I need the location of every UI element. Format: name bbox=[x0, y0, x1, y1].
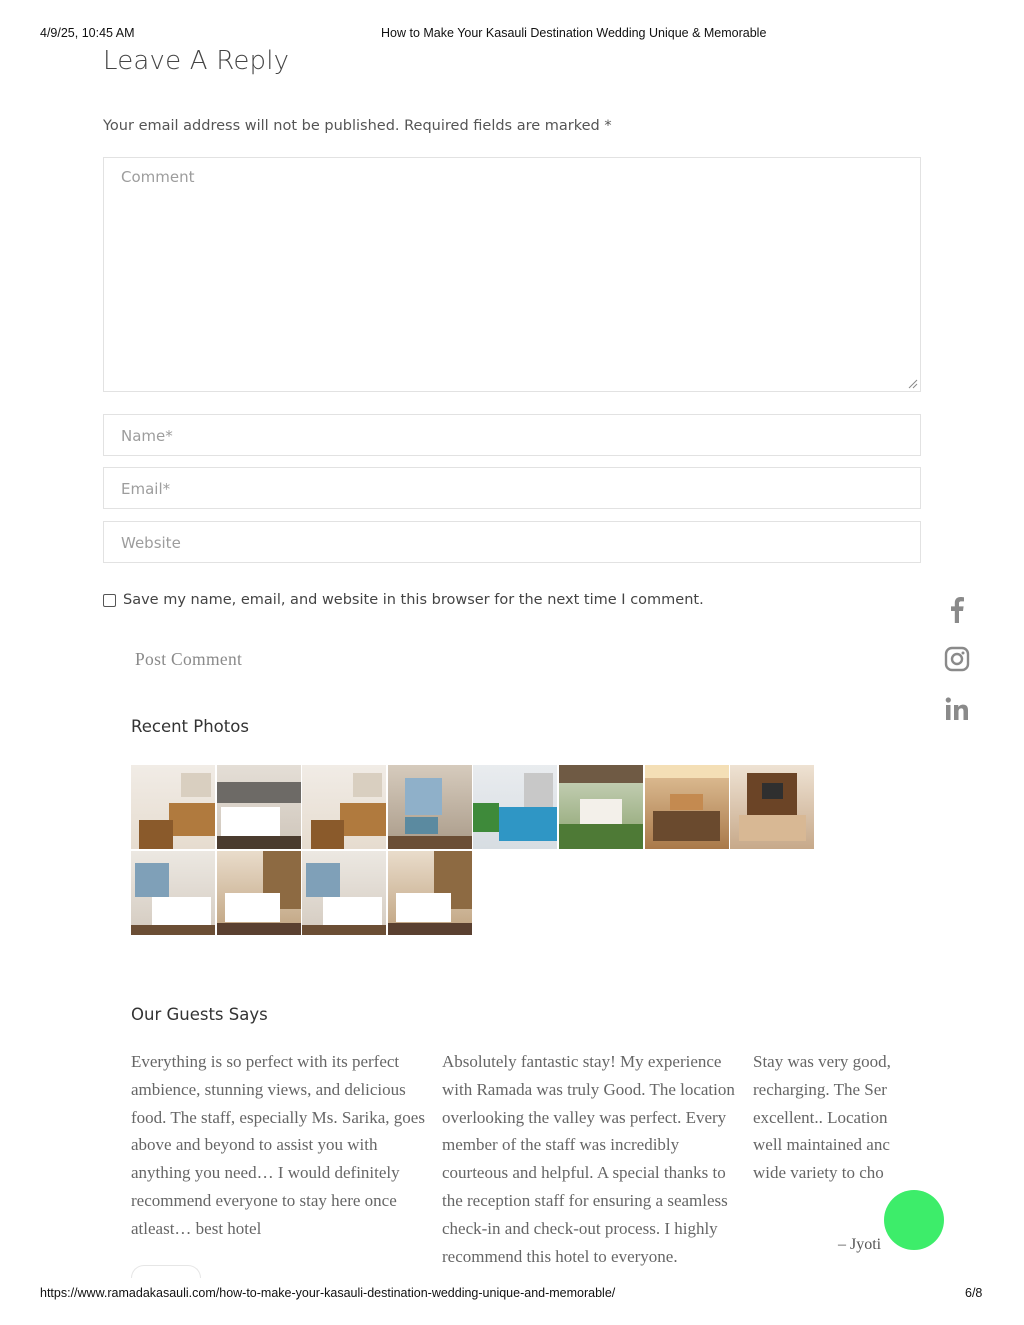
photo-suite-valley-view[interactable] bbox=[388, 765, 472, 849]
print-url: https://www.ramadakasauli.com/how-to-make-your-kasauli-destination-wedding-unique-and-memorable/ bbox=[40, 1286, 616, 1300]
name-field[interactable] bbox=[103, 414, 921, 456]
carousel-nav-button[interactable] bbox=[131, 1265, 201, 1278]
print-datetime: 4/9/25, 10:45 AM bbox=[40, 26, 135, 40]
email-placeholder: Email* bbox=[121, 480, 171, 498]
testimonial-line: above and beyond to assist you with bbox=[131, 1135, 378, 1155]
photo-pool[interactable] bbox=[473, 765, 557, 849]
testimonial-line: atleast… best hotel bbox=[131, 1218, 262, 1238]
photo-bedroom-2[interactable] bbox=[131, 851, 215, 935]
testimonial-line: courteous and helpful. A special thanks to bbox=[442, 1163, 726, 1183]
website-placeholder: Website bbox=[121, 534, 181, 552]
guests-title: Our Guests Says bbox=[131, 1005, 268, 1024]
testimonial-attribution: – Jyoti bbox=[838, 1236, 882, 1253]
save-info-checkbox[interactable] bbox=[103, 594, 116, 607]
email-field[interactable] bbox=[103, 467, 921, 509]
photo-room-desk-1[interactable] bbox=[131, 765, 215, 849]
photo-restaurant[interactable] bbox=[645, 765, 729, 849]
testimonial-line: member of the staff was incredibly bbox=[442, 1135, 680, 1155]
testimonial-2 bbox=[442, 1048, 735, 1270]
testimonial-line: Everything is so perfect with its perfect bbox=[131, 1052, 400, 1071]
reply-heading: Leave A Reply bbox=[103, 46, 290, 76]
save-info-row[interactable] bbox=[103, 592, 704, 608]
facebook-icon[interactable] bbox=[944, 595, 970, 623]
chat-button[interactable] bbox=[884, 1190, 944, 1250]
testimonial-line: well maintained anc bbox=[753, 1135, 890, 1155]
testimonial-line: recharging. The Ser bbox=[753, 1079, 887, 1099]
comment-textarea[interactable] bbox=[103, 157, 921, 392]
recent-photos-title: Recent Photos bbox=[131, 717, 249, 736]
photo-bedroom-5[interactable] bbox=[388, 851, 472, 935]
linkedin-icon[interactable] bbox=[944, 695, 970, 723]
testimonial-3 bbox=[753, 1048, 895, 1187]
testimonial-line: recommend everyone to stay here once bbox=[131, 1190, 397, 1210]
reply-notes: Your email address will not be published. Required fields are marked * bbox=[103, 118, 612, 134]
photo-bedroom-4[interactable] bbox=[302, 851, 386, 935]
testimonial-line: with Ramada was truly Good. The location bbox=[442, 1079, 735, 1099]
testimonial-line: the reception staff for ensuring a seamless bbox=[442, 1190, 728, 1210]
photo-bedroom-3[interactable] bbox=[217, 851, 301, 935]
post-comment-button[interactable]: Post Comment bbox=[135, 649, 243, 669]
name-placeholder: Name* bbox=[121, 427, 173, 445]
save-info-label: Save my name, email, and website in this browser for the next time I comment. bbox=[123, 592, 704, 608]
website-field[interactable] bbox=[103, 521, 921, 563]
testimonial-line: excellent.. Location bbox=[753, 1107, 888, 1127]
testimonial-1 bbox=[131, 1048, 425, 1243]
resize-grip-icon[interactable] bbox=[908, 379, 918, 389]
testimonial-line: anything you need… I would definitely bbox=[131, 1163, 400, 1183]
recent-photos-grid bbox=[131, 765, 821, 935]
testimonial-line: food. The staff, especially Ms. Sarika, goes bbox=[131, 1107, 425, 1127]
photo-lobby-lounge[interactable] bbox=[730, 765, 814, 849]
photo-bedroom-1[interactable] bbox=[217, 765, 301, 849]
print-page-title: How to Make Your Kasauli Destination Wedding Unique & Memorable bbox=[381, 26, 767, 40]
testimonial-line: wide variety to cho bbox=[753, 1163, 884, 1183]
photo-room-desk-2[interactable] bbox=[302, 765, 386, 849]
testimonial-line: check-in and check-out process. I highly bbox=[442, 1218, 718, 1238]
print-page-number: 6/8 bbox=[965, 1286, 983, 1300]
testimonial-line: ambience, stunning views, and delicious bbox=[131, 1079, 406, 1099]
testimonial-line: Absolutely fantastic stay! My experience bbox=[442, 1052, 722, 1071]
testimonial-line: overlooking the valley was perfect. Every bbox=[442, 1107, 727, 1127]
testimonial-line: recommend this hotel to everyone. bbox=[442, 1246, 678, 1266]
testimonial-line: Stay was very good, bbox=[753, 1052, 891, 1071]
instagram-icon[interactable] bbox=[944, 645, 970, 673]
photo-terrace-dining[interactable] bbox=[559, 765, 643, 849]
comment-placeholder: Comment bbox=[121, 168, 195, 186]
